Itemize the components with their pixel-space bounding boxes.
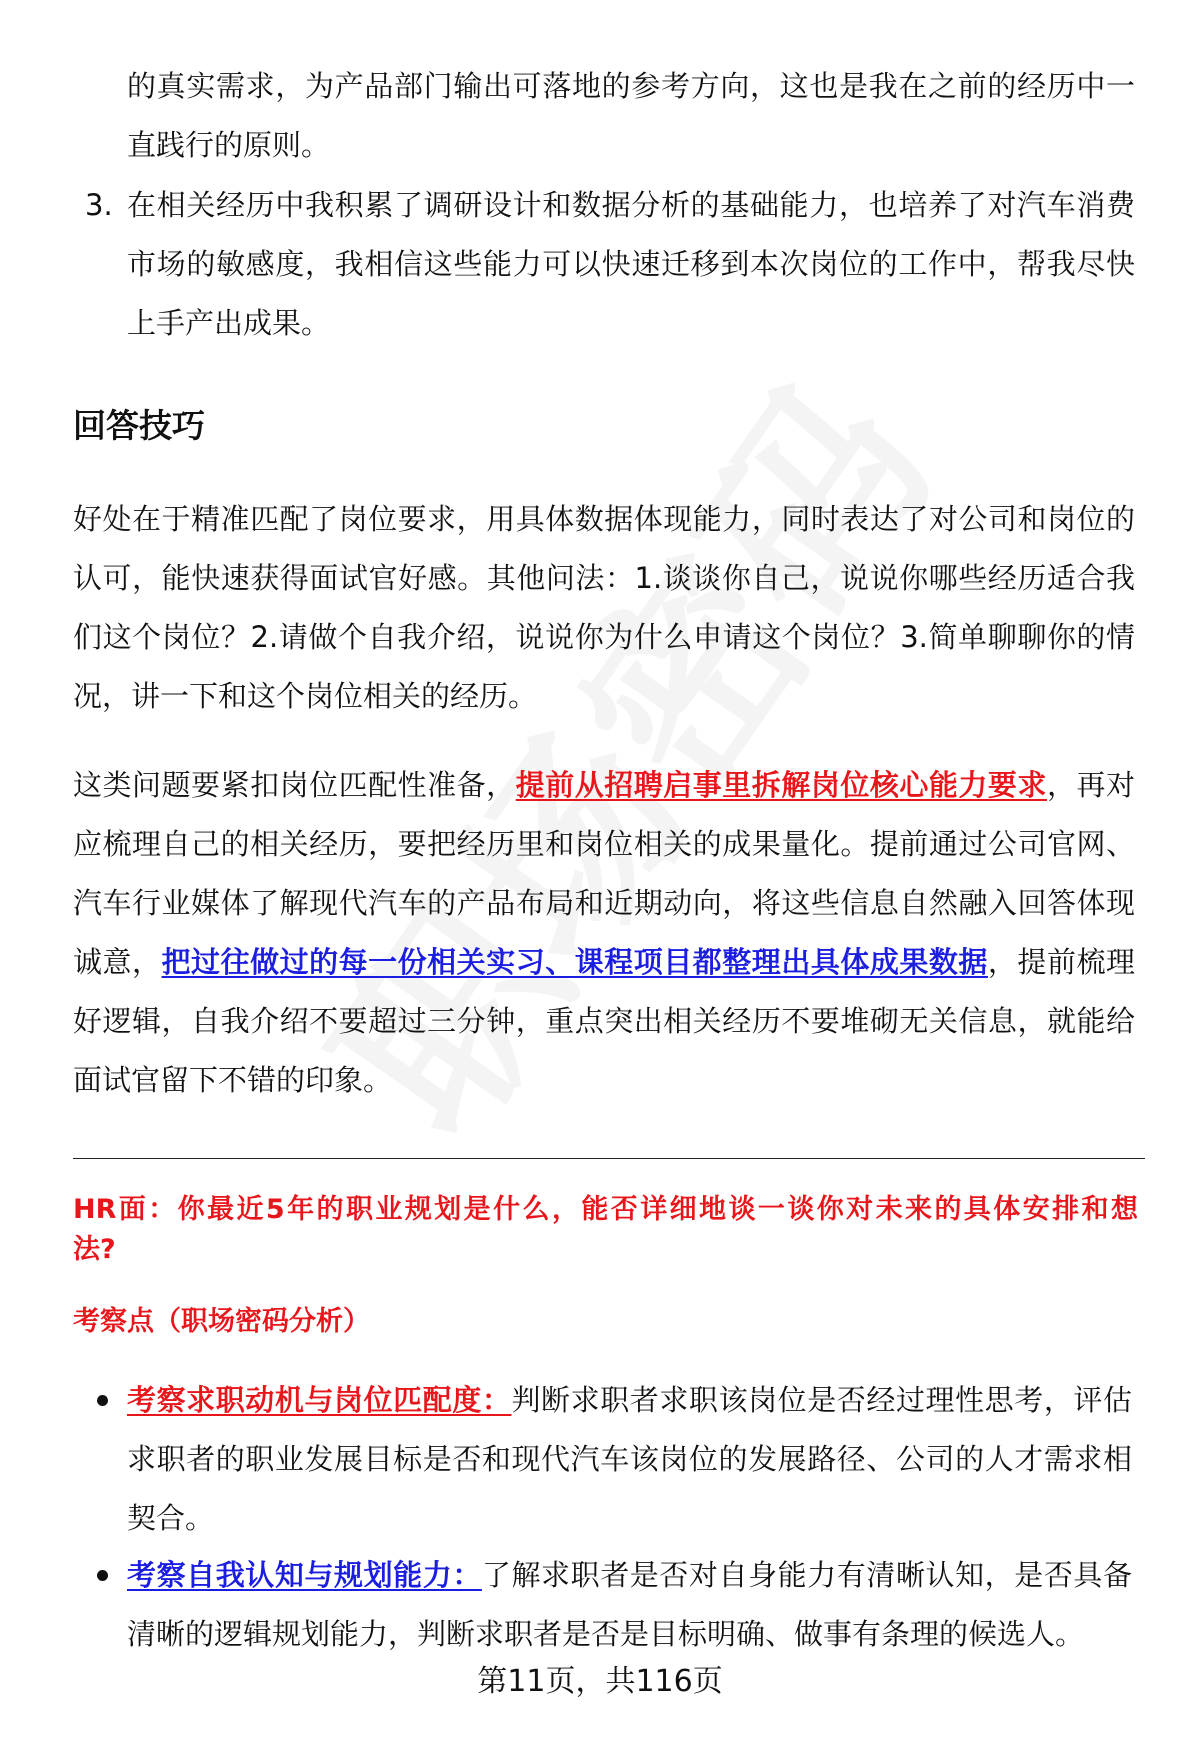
text-line xyxy=(73,549,1135,608)
list-item-2-continuation xyxy=(127,57,1135,175)
text-segment: 好逻辑，自我介绍不要超过三分钟，重点突出相关经历不要堆砌无关信息，就能给 xyxy=(73,1004,1135,1038)
text-line xyxy=(73,874,1135,933)
text-line xyxy=(73,490,1135,549)
text-line xyxy=(73,1230,1138,1270)
bullet-item-motivation xyxy=(127,1371,1132,1548)
text-line xyxy=(127,116,1135,175)
bullet-dot xyxy=(97,1395,108,1406)
bullet-dot xyxy=(97,1570,108,1581)
text-line xyxy=(73,667,1135,726)
subheading: 考察点（职场密码分析） xyxy=(73,1306,370,1337)
text-line xyxy=(127,1546,1132,1605)
text-segment: 了解求职者是否对自身能力有清晰认知，是否具备 xyxy=(481,1558,1132,1592)
paragraph-advantages xyxy=(73,490,1135,726)
text-segment: 们这个岗位？2.请做个自我介绍，说说你为什么申请这个岗位？3.简单聊聊你的情 xyxy=(73,620,1135,654)
text-segment: 上手产出成果。 xyxy=(127,306,331,340)
list-number-3: 3. xyxy=(85,188,113,222)
hr-question xyxy=(73,1190,1138,1270)
text-line xyxy=(73,1051,1135,1110)
text-segment: 求职者的职业发展目标是否和现代汽车该岗位的发展路径、公司的人才需求相 xyxy=(127,1442,1132,1476)
text-line xyxy=(127,235,1135,294)
text-line xyxy=(127,57,1135,116)
paragraph-preparation xyxy=(73,756,1135,1110)
text-segment: 的真实需求，为产品部门输出可落地的参考方向，这也是我在之前的经历中一 xyxy=(127,69,1135,103)
highlighted-text: 考察求职动机与岗位匹配度： xyxy=(127,1383,512,1417)
highlighted-text: 考察自我认知与规划能力： xyxy=(127,1558,482,1592)
highlighted-text: 提前从招聘启事里拆解岗位核心能力要求 xyxy=(515,768,1047,802)
page-number: 第11页，共116页 xyxy=(477,1664,723,1699)
text-line xyxy=(73,756,1135,815)
text-line xyxy=(73,815,1135,874)
text-segment: 认可，能快速获得面试官好感。其他问法：1.谈谈你自己，说说你哪些经历适合我 xyxy=(73,561,1135,595)
highlighted-text: 把过往做过的每一份相关实习、课程项目都整理出具体成果数据 xyxy=(161,945,988,979)
text-line xyxy=(127,1371,1132,1430)
text-segment: 况，讲一下和这个岗位相关的经历。 xyxy=(73,679,538,713)
text-segment: 判断求职者求职该岗位是否经过理性思考，评估 xyxy=(511,1383,1132,1417)
text-line xyxy=(73,608,1135,667)
text-segment: 诚意， xyxy=(73,945,162,979)
section-heading: 回答技巧 xyxy=(73,406,205,445)
text-segment: 这类问题要紧扣岗位匹配性准备， xyxy=(73,768,516,802)
text-segment: 好处在于精准匹配了岗位要求，用具体数据体现能力，同时表达了对公司和岗位的 xyxy=(73,502,1135,536)
text-segment: 法? xyxy=(73,1234,116,1265)
text-segment: 在相关经历中我积累了调研设计和数据分析的基础能力，也培养了对汽车消费 xyxy=(127,188,1135,222)
text-segment: 应梳理自己的相关经历，要把经历里和岗位相关的成果量化。提前通过公司官网、 xyxy=(73,827,1135,861)
text-segment: ，再对 xyxy=(1046,768,1135,802)
text-segment: 契合。 xyxy=(127,1501,215,1535)
text-line xyxy=(127,294,1135,353)
text-segment: 直践行的原则。 xyxy=(127,128,331,162)
text-segment: ，提前梳理 xyxy=(987,945,1135,979)
text-line xyxy=(73,933,1135,992)
text-line xyxy=(127,176,1135,235)
text-line xyxy=(73,1190,1138,1230)
text-segment: 面试官留下不错的印象。 xyxy=(73,1063,393,1097)
text-line xyxy=(127,1430,1132,1489)
text-line xyxy=(73,992,1135,1051)
text-segment: 汽车行业媒体了解现代汽车的产品布局和近期动向，将这些信息自然融入回答体现 xyxy=(73,886,1135,920)
list-item-3 xyxy=(127,176,1135,353)
text-segment: 市场的敏感度，我相信这些能力可以快速迁移到本次岗位的工作中，帮我尽快 xyxy=(127,247,1135,281)
bullet-item-self-awareness xyxy=(127,1546,1132,1664)
divider xyxy=(73,1158,1145,1159)
text-line xyxy=(127,1489,1132,1548)
text-segment: HR面：你最近5年的职业规划是什么，能否详细地谈一谈你对未来的具体安排和想 xyxy=(73,1194,1138,1225)
text-segment: 清晰的逻辑规划能力，判断求职者是否是目标明确、做事有条理的候选人。 xyxy=(127,1617,1085,1651)
